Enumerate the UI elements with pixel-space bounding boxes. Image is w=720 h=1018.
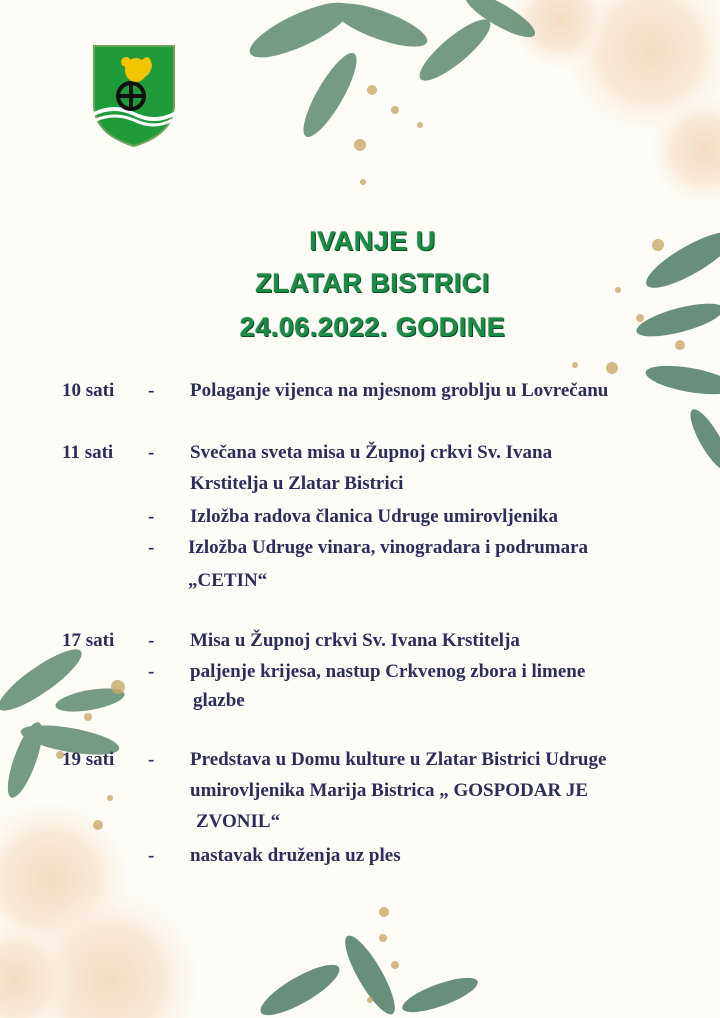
title-line-2: ZLATAR BISTRICI bbox=[255, 268, 490, 298]
title-line-1: IVANJE U bbox=[309, 226, 436, 256]
time-label: 10 sati bbox=[62, 380, 115, 401]
event-text: glazbe bbox=[193, 690, 245, 711]
event-text: Izložba radova članica Udruge umirovljenika bbox=[190, 506, 559, 527]
dash: - bbox=[148, 537, 155, 558]
event-text: Svečana sveta misa u Župnoj crkvi Sv. Ivana bbox=[190, 442, 553, 463]
event-text: „CETIN“ bbox=[188, 570, 268, 591]
title-date: 24.06.2022. GODINE bbox=[239, 312, 506, 342]
time-label: 17 sati bbox=[62, 630, 115, 651]
event-text: umirovljenika Marija Bistrica „ GOSPODAR JE bbox=[190, 780, 589, 801]
dash: - bbox=[148, 630, 155, 651]
dash: - bbox=[148, 506, 155, 527]
dash: - bbox=[148, 845, 155, 866]
event-text: Izložba Udruge vinara, vinogradara i podrumara bbox=[188, 537, 589, 558]
dash: - bbox=[148, 380, 155, 401]
dash: - bbox=[148, 749, 155, 770]
municipal-crest-logo bbox=[92, 44, 176, 148]
dash: - bbox=[148, 442, 155, 463]
event-text: paljenje krijesa, nastup Crkvenog zbora i limene bbox=[190, 661, 586, 682]
event-text: Polaganje vijenca na mjesnom groblju u Lovrečanu bbox=[190, 380, 609, 401]
event-text: ZVONIL“ bbox=[196, 811, 281, 832]
time-label: 11 sati bbox=[62, 442, 114, 463]
time-label: 19 sati bbox=[62, 749, 115, 770]
event-text: Misa u Župnoj crkvi Sv. Ivana Krstitelja bbox=[190, 630, 520, 651]
event-text: Krstitelja u Zlatar Bistrici bbox=[190, 473, 404, 494]
event-text: nastavak druženja uz ples bbox=[190, 845, 401, 866]
event-text: Predstava u Domu kulture u Zlatar Bistrici Udruge bbox=[190, 749, 607, 770]
dash: - bbox=[148, 661, 155, 682]
